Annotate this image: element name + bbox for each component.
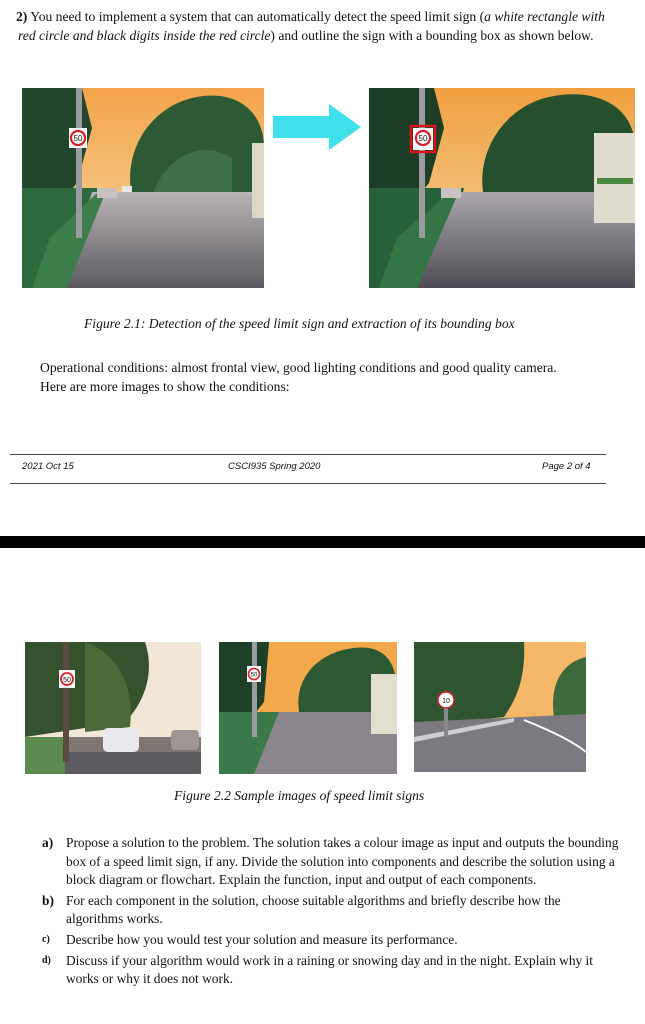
part-b-label: b) — [42, 892, 54, 908]
footer-course: CSCI935 Spring 2020 — [228, 461, 321, 472]
part-d-text: Discuss if your algorithm would work in a raining or snowing day and in the night. Explain why it works or why it does not work. — [66, 952, 594, 987]
list-item — [30, 834, 620, 890]
figure2-sign3-digits: 10 — [442, 698, 450, 705]
figure1-photo-original — [22, 88, 264, 288]
conditions-text — [40, 359, 620, 396]
list-item — [30, 892, 620, 929]
part-a-text: Propose a solution to the problem. The solution takes a colour image as input and outputs the bounding box of a speed limit sign, if any. Divide the solution into components and describe the solution using a block diagram or flowchart. Explain the function, input and output of each components. — [66, 835, 619, 888]
right-arrow-icon — [273, 104, 363, 150]
list-item — [30, 931, 620, 950]
footer-top-rule — [10, 454, 606, 455]
figure2-photo-3 — [414, 642, 586, 772]
figure2-photo-2 — [219, 642, 397, 774]
footer-page: Page 2 of 4 — [542, 461, 591, 472]
figure1-left-sign-digits: 50 — [73, 134, 83, 143]
question-text — [18, 8, 623, 45]
figure1-right-sign-digits: 50 — [418, 134, 428, 143]
part-a-label: a) — [42, 835, 54, 850]
question-parts — [30, 834, 620, 991]
footer-date: 2021 Oct 15 — [22, 461, 74, 472]
figure2-sign1-digits: 50 — [63, 677, 71, 684]
question-outro: ) and outline the sign with a bounding box as shown below. — [270, 27, 594, 43]
part-c-label: c) — [42, 933, 50, 945]
conditions-line2: Here are more images to show the conditions: — [40, 378, 290, 394]
question-emphasis: a white rectangle with red circle and black digits inside the red circle — [18, 9, 605, 43]
figure2-photo-1 — [25, 642, 201, 774]
part-b-text: For each component in the solution, choose suitable algorithms and briefly describe how the algorithms works. — [66, 892, 561, 927]
footer-bottom-rule — [10, 483, 606, 484]
figure1-photo-detected — [369, 88, 635, 288]
part-c-text: Describe how you would test your solution and measure its performance. — [66, 931, 458, 947]
part-d-label: d) — [42, 954, 51, 966]
question-number: 2) — [16, 9, 28, 24]
conditions-line1: Operational conditions: almost frontal view, good lighting conditions and good quality camera. — [40, 360, 557, 375]
figure2-sign2-digits: 50 — [250, 672, 258, 679]
list-item — [30, 952, 620, 989]
figure1-caption: Figure 2.1: Detection of the speed limit sign and extraction of its bounding box — [84, 316, 515, 331]
figure2-caption: Figure 2.2 Sample images of speed limit signs — [174, 788, 425, 803]
page-separator — [0, 536, 645, 548]
question-intro: You need to implement a system that can automatically detect the speed limit sign ( — [30, 9, 485, 24]
